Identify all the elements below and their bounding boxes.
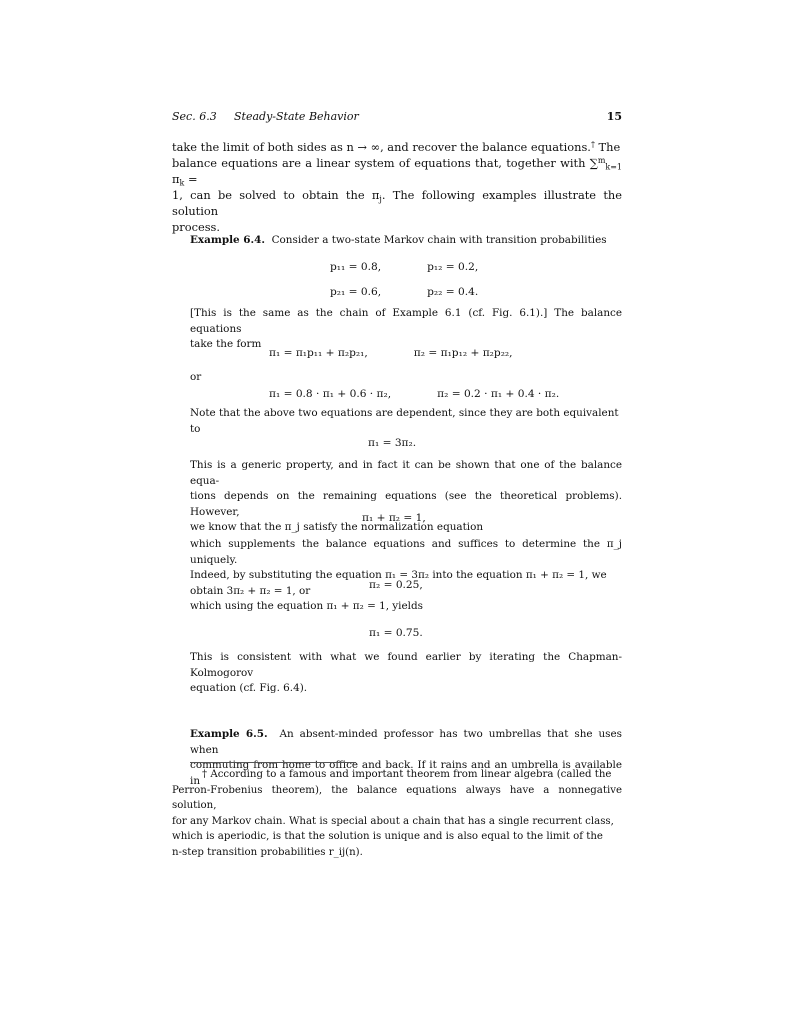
numeric-balance-equations: π₁ = 0.8 · π₁ + 0.6 · π₂, π₂ = 0.2 · π₁ + 0.4 · π₂. [269,388,560,400]
section-title: Steady-State Behavior [234,110,359,123]
example-label: Example 6.4. [190,234,265,246]
example-text-f: This is consistent with what we found earlier by iterating the Chapman-Kolmogorov equation (cf. Fig. 6.4). [190,651,622,694]
intro-paragraph [172,139,622,235]
section-number: Sec. 6.3 [172,110,217,123]
intro-line-2: balance equations are a linear system of equations that, together with ∑$^m_{k=1}$ $\pi_k$ = [172,156,622,188]
balance-equations: π₁ = π₁p₁₁ + π₂p₂₁, π₂ = π₁p₁₂ + π₂p₂₂, [269,347,513,359]
example-6-4-lead: Example 6.4. Consider a two-state Markov chain with transition probabilities [190,234,607,246]
or-text-1: or [190,371,202,383]
example-text-d: which supplements the balance equations and suffices to determine the π_j uniquely. Indeed, by substituting the equation π₁ = 3π₂ into the equation π₁ + π₂ = 1, we obtain 3π₂ + π₂ = 1, or [190,538,622,597]
footnote-rule [190,762,356,763]
intro-line-4: process. [172,220,221,234]
pi1-result: π₁ = 0.75. [369,627,423,639]
footnote: † According to a famous and important theorem from linear algebra (called the Perron-Frobenius theorem), the balance equations always have a nonnegative solution, for any Markov chain. What is special about a chain that has a single recurrent class, which is aperiodic, is that the solution is unique and is also equal to the limit of the n-step transition probabilities r_ij(n). [172,769,622,858]
intro-line-3: 1, can be solved to obtain the $\pi_j$. The following examples illustrate the solution [172,188,622,218]
example-label: Example 6.5. [190,728,268,740]
example-text-e: which using the equation π₁ + π₂ = 1, yields [190,600,423,612]
intro-line-1: take the limit of both sides as n → ∞, and recover the balance equations.† The [172,140,621,154]
transition-eq-row-2: p₂₁ = 0.6, p₂₂ = 0.4. [330,286,479,298]
page-number: 15 [606,110,622,123]
example-text-a: [This is the same as the chain of Example 6.1 (cf. Fig. 6.1).] The balance equations take the form [190,307,622,350]
example-text-b: Note that the above two equations are dependent, since they are both equivalent to [190,407,619,435]
normalization-equation: π₁ + π₂ = 1, [362,512,426,524]
running-header [172,110,622,126]
transition-eq-row-1: p₁₁ = 0.8, p₁₂ = 0.2, [330,261,479,273]
footnote-marker: † [590,140,595,150]
dependency-equation: π₁ = 3π₂. [368,437,417,449]
example-6-5: Example 6.5. An absent-minded professor has two umbrellas that she uses when commuting from home to office and back. If it rains and an umbrella is available in [190,728,622,787]
pi2-result: π₂ = 0.25, [369,579,423,591]
example-text-c: This is a generic property, and in fact it can be shown that one of the balance equa- tions depends on the remaining equations (see the theoretical problems). However, we know that the π_j satisfy the normalization equation [190,459,622,533]
